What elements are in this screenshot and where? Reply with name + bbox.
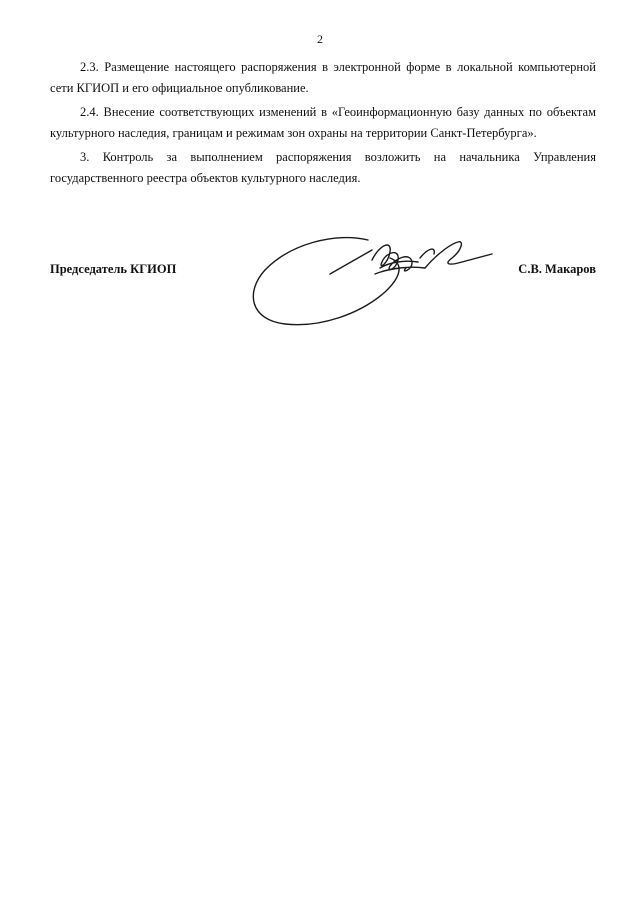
page-number: 2 <box>317 32 323 46</box>
signatory-title: Председатель КГИОП <box>50 262 177 276</box>
signatory-name: С.В. Макаров <box>518 262 596 276</box>
signature-block <box>50 262 596 282</box>
paragraph-3: 3. Контроль за выполнением распоряжения возложить на начальника Управления государственного реестра объектов культурного наследия. <box>50 150 596 185</box>
paragraph-2-4: 2.4. Внесение соответствующих изменений в «Геоинформационную базу данных по объектам культурного наследия, границам и режимам зон охраны на территории Санкт-Петербурга». <box>50 105 596 140</box>
paragraph-2-3: 2.3. Размещение настоящего распоряжения в электронной форме в локальной компьютерной сети КГИОП и его официальное опубликование. <box>50 60 596 95</box>
document-body <box>50 57 596 192</box>
